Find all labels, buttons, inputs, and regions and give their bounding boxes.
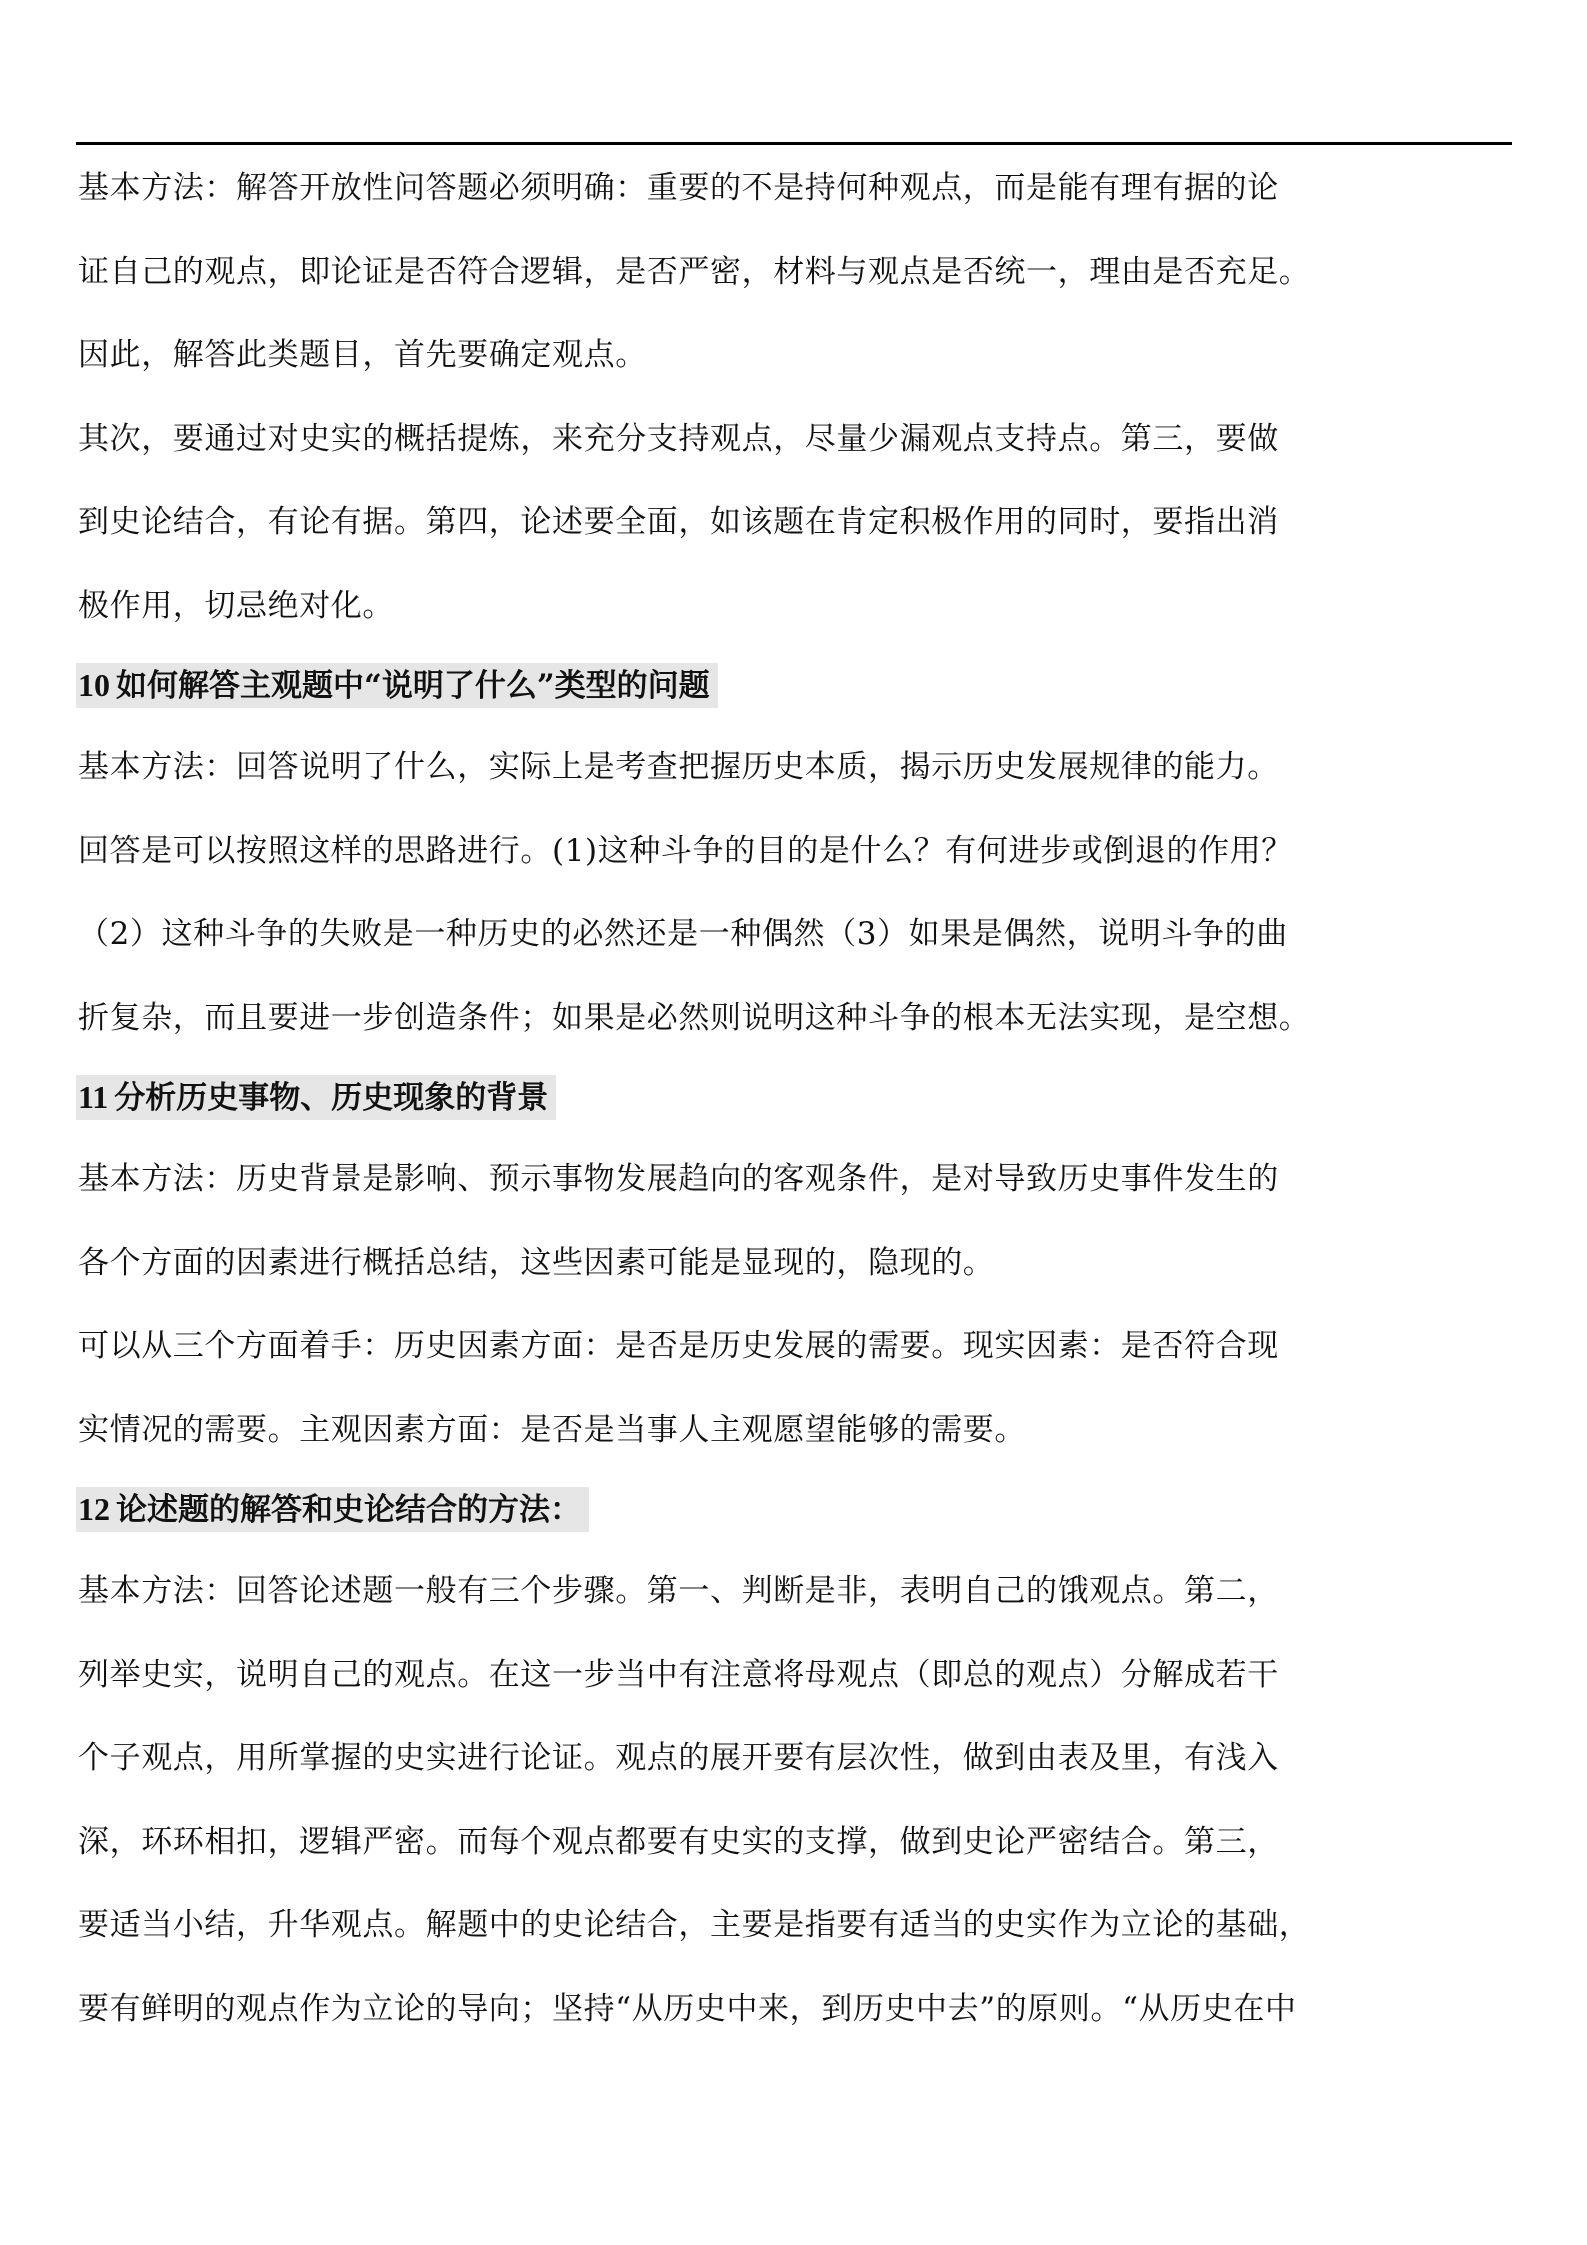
paragraph <box>78 1151 1518 1318</box>
section-heading-row <box>78 661 1518 739</box>
text-line: 基本方法：回答论述题一般有三个步骤。第一、判断是非，表明自己的饿观点。第二， <box>78 1573 1279 1609</box>
text-line: （2）这种斗争的失败是一种历史的必然还是一种偶然（3）如果是偶然，说明斗争的曲 <box>78 916 1288 952</box>
text-line: 基本方法：解答开放性问答题必须明确：重要的不是持何种观点，而是能有理有据的论 <box>78 170 1279 206</box>
section-title: 分析历史事物、历史现象的背景 <box>114 1080 549 1116</box>
text-line: 极作用，切忌绝对化。 <box>78 587 394 624</box>
text-line: 要有鲜明的观点作为立论的导向；坚持“从历史中来，到历史中去”的原则。“从历史在中 <box>78 1990 1297 2027</box>
section-title: 论述题的解答和史论结合的方法： <box>116 1492 581 1528</box>
section-11 <box>78 1073 1518 1485</box>
section-heading <box>76 1487 589 1532</box>
text-line: 折复杂，而且要进一步创造条件；如果是必然则说明这种斗争的根本无法实现，是空想。 <box>78 999 1311 1036</box>
paragraph <box>78 411 1518 662</box>
text-line: 基本方法：回答说明了什么，实际上是考查把握历史本质，揭示历史发展规律的能力。 <box>78 749 1279 785</box>
section-number: 11 <box>78 1079 109 1115</box>
section-title: 如何解答主观题中“说明了什么”类型的问题 <box>116 668 710 704</box>
text-line: 列举史实，说明自己的观点。在这一步当中有注意将母观点（即总的观点）分解成若干 <box>78 1656 1279 1693</box>
section-heading-row <box>78 1073 1518 1151</box>
text-line: 可以从三个方面着手：历史因素方面：是否是历史发展的需要。现实因素：是否符合现 <box>78 1328 1279 1364</box>
text-line: 个子观点，用所掌握的史实进行论证。观点的展开要有层次性，做到由表及里，有浅入 <box>78 1740 1279 1776</box>
text-line: 到史论结合，有论有据。第四，论述要全面，如该题在肯定积极作用的同时，要指出消 <box>78 504 1279 540</box>
section-number: 12 <box>78 1491 110 1527</box>
document-body <box>78 160 1518 2064</box>
paragraph <box>78 1563 1518 2064</box>
text-line: 各个方面的因素进行概括总结，这些因素可能是显现的，隐现的。 <box>78 1244 995 1281</box>
text-line: 证自己的观点，即论证是否符合逻辑，是否严密，材料与观点是否统一，理由是否充足。 <box>78 253 1311 290</box>
section-12 <box>78 1485 1518 2064</box>
text-line: 其次，要通过对史实的概括提炼，来充分支持观点，尽量少漏观点支持点。第三，要做 <box>78 420 1279 457</box>
section-heading <box>76 663 718 708</box>
section-open-question-method <box>78 160 1518 661</box>
section-10 <box>78 661 1518 1073</box>
text-line: 实情况的需要。主观因素方面：是否是当事人主观愿望能够的需要。 <box>78 1411 1026 1448</box>
text-line: 回答是可以按照这样的思路进行。(1)这种斗争的目的是什么？有何进步或倒退的作用？ <box>78 832 1293 869</box>
text-line: 因此，解答此类题目，首先要确定观点。 <box>78 337 647 373</box>
paragraph <box>78 739 1518 1073</box>
header-rule <box>76 142 1512 145</box>
section-heading <box>76 1075 556 1120</box>
paragraph <box>78 1318 1518 1485</box>
section-number: 10 <box>78 667 110 703</box>
text-line: 基本方法：历史背景是影响、预示事物发展趋向的客观条件，是对导致历史事件发生的 <box>78 1161 1279 1197</box>
text-line: 要适当小结，升华观点。解题中的史论结合，主要是指要有适当的史实作为立论的基础， <box>78 1907 1311 1943</box>
text-line: 深，环环相扣，逻辑严密。而每个观点都要有史实的支撑，做到史论严密结合。第三， <box>78 1823 1279 1860</box>
paragraph <box>78 160 1518 411</box>
section-heading-row <box>78 1485 1518 1563</box>
